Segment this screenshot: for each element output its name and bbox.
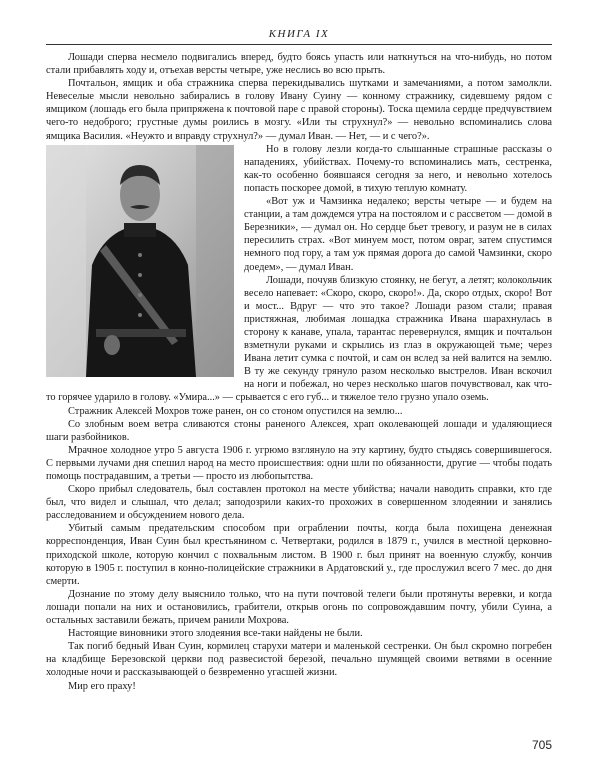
- paragraph: Настоящие виновники этого злодеяния все-таки найдены не были.: [68, 628, 363, 640]
- running-title: КНИГА IX: [268, 28, 330, 40]
- paragraph: «Вот уж и Чамзинка недалеко; версты четыре — и будем на станции, а там дождемся утра на постоялом и с рассветом — домой в Березники», — думал он. Но сердце бьет тревогу, и разум не в силах пересилить страх. «Вот минуем мост, потом овраг, затем спустимся немного под гору, а там уж прямая дорога до самой Чамзинки, скоро доедем», — думал Иван.: [244, 196, 552, 273]
- portrait-photo: [46, 145, 234, 377]
- portrait-photo-icon: [46, 145, 234, 377]
- paragraph: Мрачное холодное утро 5 августа 1906 г. угрюмо взглянуло на эту картину, будто стыдясь совершившегося. С первыми лучами дня спешил народ на место происшествия: одни шли по обязанности, другие — чтобы подать помощь пострадавшим, а третьи — просто из любопытства.: [46, 444, 552, 482]
- paragraph: Лошади сперва несмело подвигались вперед, будто боясь упасть или наткнуться на что-нибудь, но потом стали прибавлять ходу и, отъехав версты четыре, уже неслись во всю прыть.: [46, 52, 552, 77]
- paragraph: Лошади, почуяв близкую стоянку, не бегут, а летят; колокольчик весело напевает: «Скоро, скоро, скоро!». Да, скоро отдых, скоро! Вот и мост... Вдруг — что это такое? Лошади разом стали; правая пристяжная, любимая лошадка стражника Ивана шарахнулась в сторону к канаве, упала, тарантас перевернулся, ямщик и почтальон взметнули руками и скрылись из глаз в окружающей тьме; через Ивана летит сумка с почтой, и сам он вслед за ней валится на землю. В ту же секунду грянуло разом несколько выстрелов. Иван вскочил на ноги и побежал, но через несколько шагов почувствовал, как что-то горячее ударило в голову. «Умира...» — срывается с его губ... и тяжелое тело грузно упало оземь.: [46, 274, 552, 404]
- page-number: 705: [531, 738, 552, 752]
- paragraph: Стражник Алексей Мохров тоже ранен, он со стоном опустился на землю...: [68, 405, 403, 417]
- header-rule: [46, 44, 552, 45]
- paragraph: Со злобным воем ветра сливаются стоны раненого Алексея, храп околевающей лошади и удаляющиеся шаги разбойников.: [46, 418, 552, 443]
- paragraph: Мир его праху!: [68, 680, 136, 692]
- paragraph: Дознание по этому делу выяснило только, что на пути почтовой телеги были протянуты веревки, и когда лошади попали на них и остановились, грабители, открыв огонь по сопровождавшим почту, убили Суина, а остальных заставили бежать, причем ранили Мохрова.: [46, 588, 552, 627]
- paragraph: Так погиб бедный Иван Суин, кормилец старухи матери и маленькой сестренки. Он был скромно погребен на кладбище Березовской церкви под развесистой березой, печально шумящей своими ветвями в осенние холодные ночи и рассказывающей о безвременно угасшей жизни.: [46, 641, 552, 679]
- article-body: [46, 51, 552, 693]
- paragraph: Скоро прибыл следователь, был составлен протокол на месте убийства; начали наводить справки, кто где был, что видел и слышал, что делал; заподозрили каких-то прохожих в совершенном злодеянии и занялись расследованием и обсуждением нового дела.: [46, 484, 552, 522]
- paragraph: Убитый самым предательским способом при ограблении почты, когда была похищена денежная корреспонденция, Иван Суин был крестьянином с. Четвертаки, родился в 1879 г., учился в местной церковно-приходской школе, которую кончил с похвальным листом. В 1900 г. был принят на военную службу, кончив которую в 1905 г. поступил в конно-полицейские стражники в Ардатовский у., где прослужил всего 7 мес. до дня смерти.: [46, 523, 552, 587]
- paragraph: Но в голову лезли когда-то слышанные страшные рассказы о нападениях, убийствах. Почему-то вспоминались мать, сестренка, как-то особенно боявшаяся сегодня за него, и невольно хотелось попасть поскорее домой, в тихую теплую комнату.: [244, 143, 552, 194]
- paragraph: Почтальон, ямщик и оба стражника сперва перекидывались шутками и замечаниями, а потом замолкли. Невеселые мысли невольно забирались в голову Ивану Суину — конному стражнику, сидевшему рядом с ямщиком (лошадь его была припряжена к почтовой паре с правой стороны). Тоска щемила сердце предчувствием чего-то недоброго; грустные думы роились в мозгу. «Или ты струхнул?» — невольно вспоминались слова ямщика Василия. «Неужто и вправду струхнул?» — думал Иван. — Нет, — и с чего?».: [46, 78, 552, 142]
